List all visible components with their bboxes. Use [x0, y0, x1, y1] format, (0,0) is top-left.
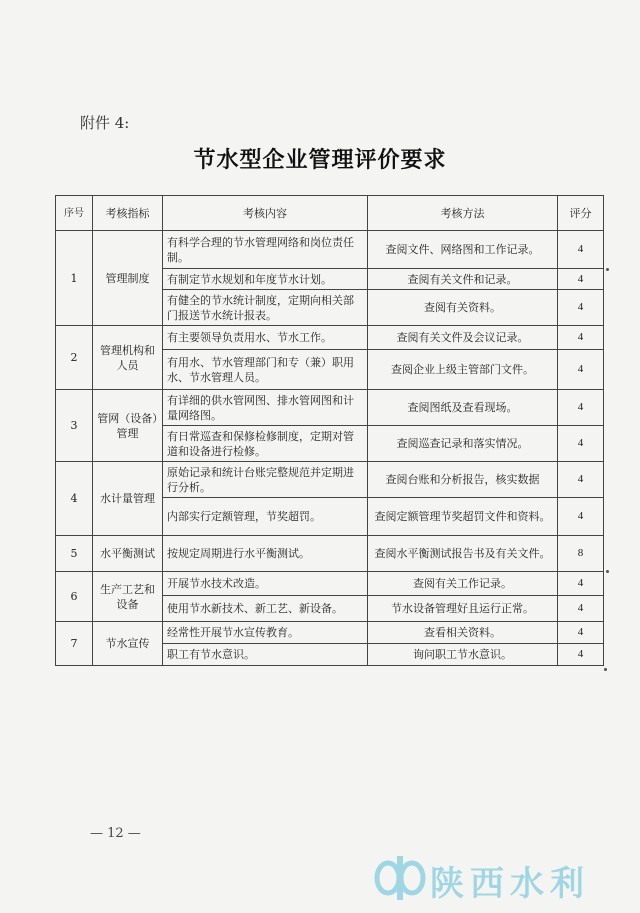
- method-cell: 查阅台账和分析报告，核实数据: [368, 462, 558, 498]
- header-score: 评分: [558, 196, 604, 231]
- score-cell: 4: [558, 572, 604, 596]
- content-cell: 有制定节水规划和年度节水计划。: [163, 269, 368, 290]
- content-cell: 使用节水新技术、新工艺、新设备。: [163, 596, 368, 622]
- indicator-cell: 水计量管理: [93, 462, 163, 536]
- header-seq: 序号: [56, 196, 93, 231]
- seq-cell: 2: [56, 326, 93, 390]
- document-title: 节水型企业管理评价要求: [193, 147, 447, 173]
- indicator-cell: 生产工艺和设备: [93, 572, 163, 622]
- table-row: [56, 622, 604, 644]
- method-cell: 查阅有关文件及会议记录。: [368, 326, 558, 350]
- seq-cell: 7: [56, 622, 93, 666]
- seq-cell: 6: [56, 572, 93, 622]
- score-cell: 4: [558, 350, 604, 390]
- method-cell: 查阅定额管理节奖超罚文件和资料。: [368, 498, 558, 536]
- method-cell: 查阅巡查记录和落实情况。: [368, 426, 558, 462]
- score-cell: 4: [558, 426, 604, 462]
- method-cell: 查阅企业上级主管部门文件。: [368, 350, 558, 390]
- content-cell: 按规定周期进行水平衡测试。: [163, 536, 368, 572]
- table-row: [56, 462, 604, 498]
- table-row: [56, 536, 604, 572]
- score-cell: 4: [558, 231, 604, 269]
- method-cell: 查阅有关文件和记录。: [368, 269, 558, 290]
- table-header-row: [56, 196, 604, 231]
- scan-speck: [604, 668, 607, 671]
- score-cell: 8: [558, 536, 604, 572]
- score-cell: 4: [558, 290, 604, 326]
- header-method: 考核方法: [368, 196, 558, 231]
- seq-cell: 5: [56, 536, 93, 572]
- method-cell: 查阅水平衡测试报告书及有关文件。: [368, 536, 558, 572]
- seq-cell: 4: [56, 462, 93, 536]
- page-number: — 12 —: [90, 826, 141, 841]
- content-cell: 经常性开展节水宣传教育。: [163, 622, 368, 644]
- method-cell: 查阅文件、网络图和工作记录。: [368, 231, 558, 269]
- indicator-cell: 管理制度: [93, 231, 163, 326]
- header-content: 考核内容: [163, 196, 368, 231]
- evaluation-table: [55, 195, 604, 666]
- table-row: [56, 231, 604, 269]
- method-cell: 查阅有关资料。: [368, 290, 558, 326]
- indicator-cell: 管网（设备）管理: [93, 390, 163, 462]
- score-cell: 4: [558, 498, 604, 536]
- table-row: [56, 572, 604, 596]
- content-cell: 有详细的供水管网图、排水管网图和计量网络图。: [163, 390, 368, 426]
- watermark-logo: [372, 850, 632, 904]
- content-cell: 有主要领导负责用水、节水工作。: [163, 326, 368, 350]
- content-cell: 有科学合理的节水管理网络和岗位责任制。: [163, 231, 368, 269]
- content-cell: 开展节水技术改造。: [163, 572, 368, 596]
- content-cell: 职工有节水意识。: [163, 644, 368, 666]
- content-cell: 原始记录和统计台账完整规范并定期进行分析。: [163, 462, 368, 498]
- method-cell: 节水设备管理好且运行正常。: [368, 596, 558, 622]
- indicator-cell: 节水宣传: [93, 622, 163, 666]
- indicator-cell: 水平衡测试: [93, 536, 163, 572]
- table-row: [56, 326, 604, 350]
- content-cell: 内部实行定额管理，节奖超罚。: [163, 498, 368, 536]
- watermark-text: 陕西水利: [430, 864, 590, 904]
- seq-cell: 1: [56, 231, 93, 326]
- content-cell: 有用水、节水管理部门和专（兼）职用水、节水管理人员。: [163, 350, 368, 390]
- score-cell: 4: [558, 462, 604, 498]
- score-cell: 4: [558, 596, 604, 622]
- attachment-label: 附件 4:: [80, 114, 130, 132]
- table-row: [56, 390, 604, 426]
- method-cell: 查阅图纸及查看现场。: [368, 390, 558, 426]
- content-cell: 有日常巡查和保修检修制度，定期对管道和设备进行检修。: [163, 426, 368, 462]
- score-cell: 4: [558, 390, 604, 426]
- seq-cell: 3: [56, 390, 93, 462]
- water-drop-logo-icon: [372, 850, 428, 904]
- indicator-cell: 管理机构和人员: [93, 326, 163, 390]
- score-cell: 4: [558, 622, 604, 644]
- method-cell: 查看相关资料。: [368, 622, 558, 644]
- header-indicator: 考核指标: [93, 196, 163, 231]
- method-cell: 查阅有关工作记录。: [368, 572, 558, 596]
- score-cell: 4: [558, 644, 604, 666]
- method-cell: 询问职工节水意识。: [368, 644, 558, 666]
- content-cell: 有健全的节水统计制度，定期向相关部门报送节水统计报表。: [163, 290, 368, 326]
- scan-speck: [606, 570, 609, 573]
- score-cell: 4: [558, 269, 604, 290]
- scan-speck: [606, 268, 609, 271]
- score-cell: 4: [558, 326, 604, 350]
